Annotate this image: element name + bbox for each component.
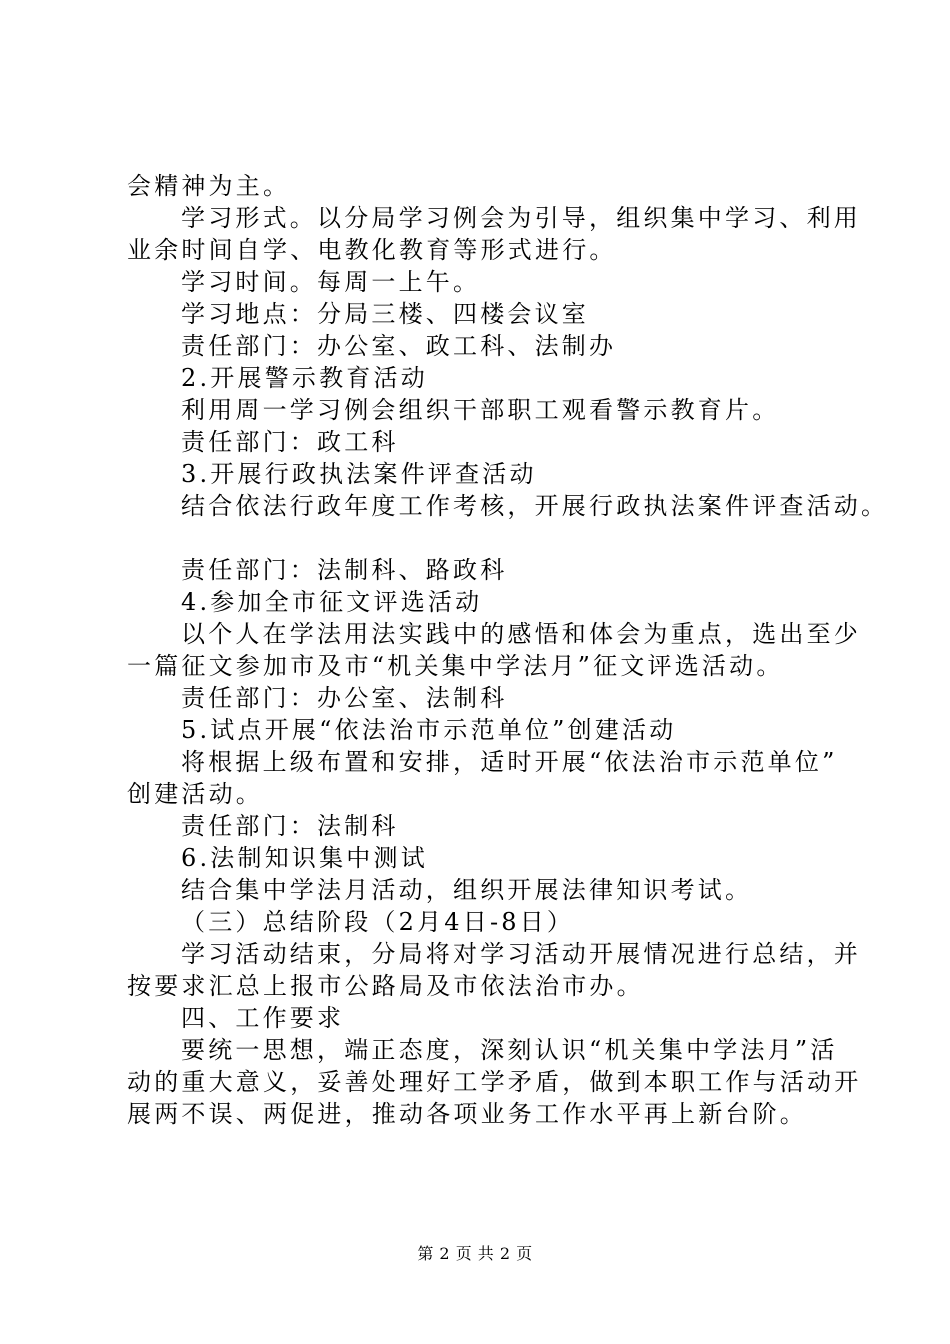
section-heading: 5.试点开展“依法治市示范单位”创建活动	[181, 716, 677, 744]
text-line: 一篇征文参加市及市“机关集中学法月”征文评选活动。	[127, 652, 784, 680]
text-line: 业余时间自学、电教化教育等形式进行。	[127, 236, 617, 264]
section-heading: 4.参加全市征文评选活动	[181, 588, 483, 616]
section-heading: 3.开展行政执法案件评查活动	[181, 460, 537, 488]
text-line: 创建活动。	[127, 780, 263, 808]
text-line: 学习活动结束，分局将对学习活动开展情况进行总结，并	[181, 940, 861, 968]
text-line: 按要求汇总上报市公路局及市依法治市办。	[127, 972, 644, 1000]
text-line: 学习形式。以分局学习例会为引导，组织集中学习、利用	[181, 204, 861, 232]
text-line: 展两不误、两促进，推动各项业务工作水平再上新台阶。	[127, 1100, 807, 1128]
text-line: 责任部门：政工科	[181, 428, 399, 456]
text-line: 会精神为主。	[127, 172, 291, 200]
text-line: 学习地点：分局三楼、四楼会议室	[181, 300, 589, 328]
section-heading: 2.开展警示教育活动	[181, 364, 428, 392]
text-line: 结合依法行政年度工作考核，开展行政执法案件评查活动。	[181, 492, 889, 520]
text-line: 结合集中学法月活动，组织开展法律知识考试。	[181, 876, 753, 904]
page-number-footer: 第 2 页 共 2 页	[417, 1244, 533, 1263]
text-line: 以个人在学法用法实践中的感悟和体会为重点，选出至少	[181, 620, 861, 648]
section-heading: 6.法制知识集中测试	[181, 844, 428, 872]
text-line: 责任部门：办公室、法制科	[181, 684, 508, 712]
text-line: 责任部门：法制科、路政科	[181, 556, 508, 584]
text-line: 动的重大意义，妥善处理好工学矛盾，做到本职工作与活动开	[127, 1068, 862, 1096]
text-line: 责任部门：办公室、政工科、法制办	[181, 332, 617, 360]
text-line: 利用周一学习例会组织干部职工观看警示教育片。	[181, 396, 780, 424]
text-line: 学习时间。每周一上午。	[181, 268, 481, 296]
section-heading: （三）总结阶段（2月4日-8日）	[181, 908, 575, 936]
document-body	[127, 170, 889, 1130]
text-line: 责任部门：法制科	[181, 812, 399, 840]
text-line: 要统一思想，端正态度，深刻认识“机关集中学法月”活	[181, 1036, 838, 1064]
blank-line	[127, 522, 847, 554]
text-line: 将根据上级布置和安排，适时开展“依法治市示范单位”	[181, 748, 838, 776]
section-heading: 四、工作要求	[181, 1004, 345, 1032]
